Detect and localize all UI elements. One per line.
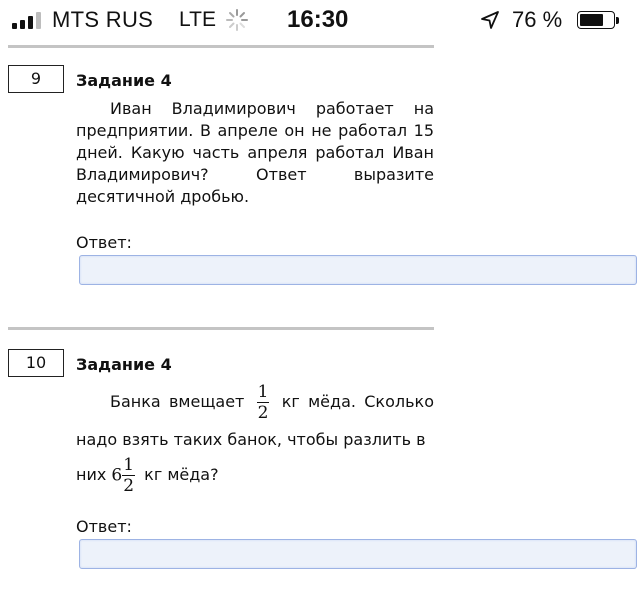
status-bar <box>0 0 640 42</box>
answer-label: Ответ: <box>76 233 132 252</box>
answer-label: Ответ: <box>76 517 132 536</box>
task-title: Задание 4 <box>76 355 172 374</box>
task-10 <box>0 349 640 574</box>
clock: 16:30 <box>287 6 349 33</box>
battery-percentage: 76 % <box>512 7 563 32</box>
task-text-part: кг мёда. Сколько <box>281 392 434 411</box>
task-text <box>76 382 434 496</box>
task-number: 10 <box>8 349 64 377</box>
activity-spinner-icon <box>225 8 249 32</box>
section-divider <box>8 45 434 48</box>
location-arrow-icon <box>480 10 500 30</box>
answer-input[interactable] <box>79 539 637 569</box>
fraction <box>122 455 135 496</box>
signal-strength-icon <box>12 11 48 29</box>
task-title: Задание 4 <box>76 71 172 90</box>
fraction-numerator: 1 <box>123 455 135 475</box>
answer-input[interactable] <box>79 255 637 285</box>
task-text <box>76 98 434 208</box>
task-text-part: Банка вмещает <box>110 392 245 411</box>
task-text-part: кг мёда? <box>144 465 219 484</box>
task-text-part: них <box>76 465 107 484</box>
task-question: Иван Владимирович работает на предприятии. В апреле он не работал 15 дней. Какую часть апреля работал Иван Владимирович? Ответ выразите десятичной дробью. <box>76 99 434 206</box>
task-number: 9 <box>8 65 64 93</box>
fraction-numerator: 1 <box>257 382 269 402</box>
fraction-denominator: 2 <box>257 403 269 423</box>
section-divider <box>8 327 434 330</box>
task-text-part: надо взять таких банок, чтобы разлить в <box>76 430 426 449</box>
network-type: LTE <box>179 8 216 31</box>
battery-icon <box>577 11 617 29</box>
mixed-number-whole: 6 <box>111 465 123 486</box>
fraction <box>257 382 270 423</box>
task-9 <box>0 65 640 290</box>
fraction-denominator: 2 <box>123 476 135 496</box>
carrier-name: MTS RUS <box>52 7 154 32</box>
